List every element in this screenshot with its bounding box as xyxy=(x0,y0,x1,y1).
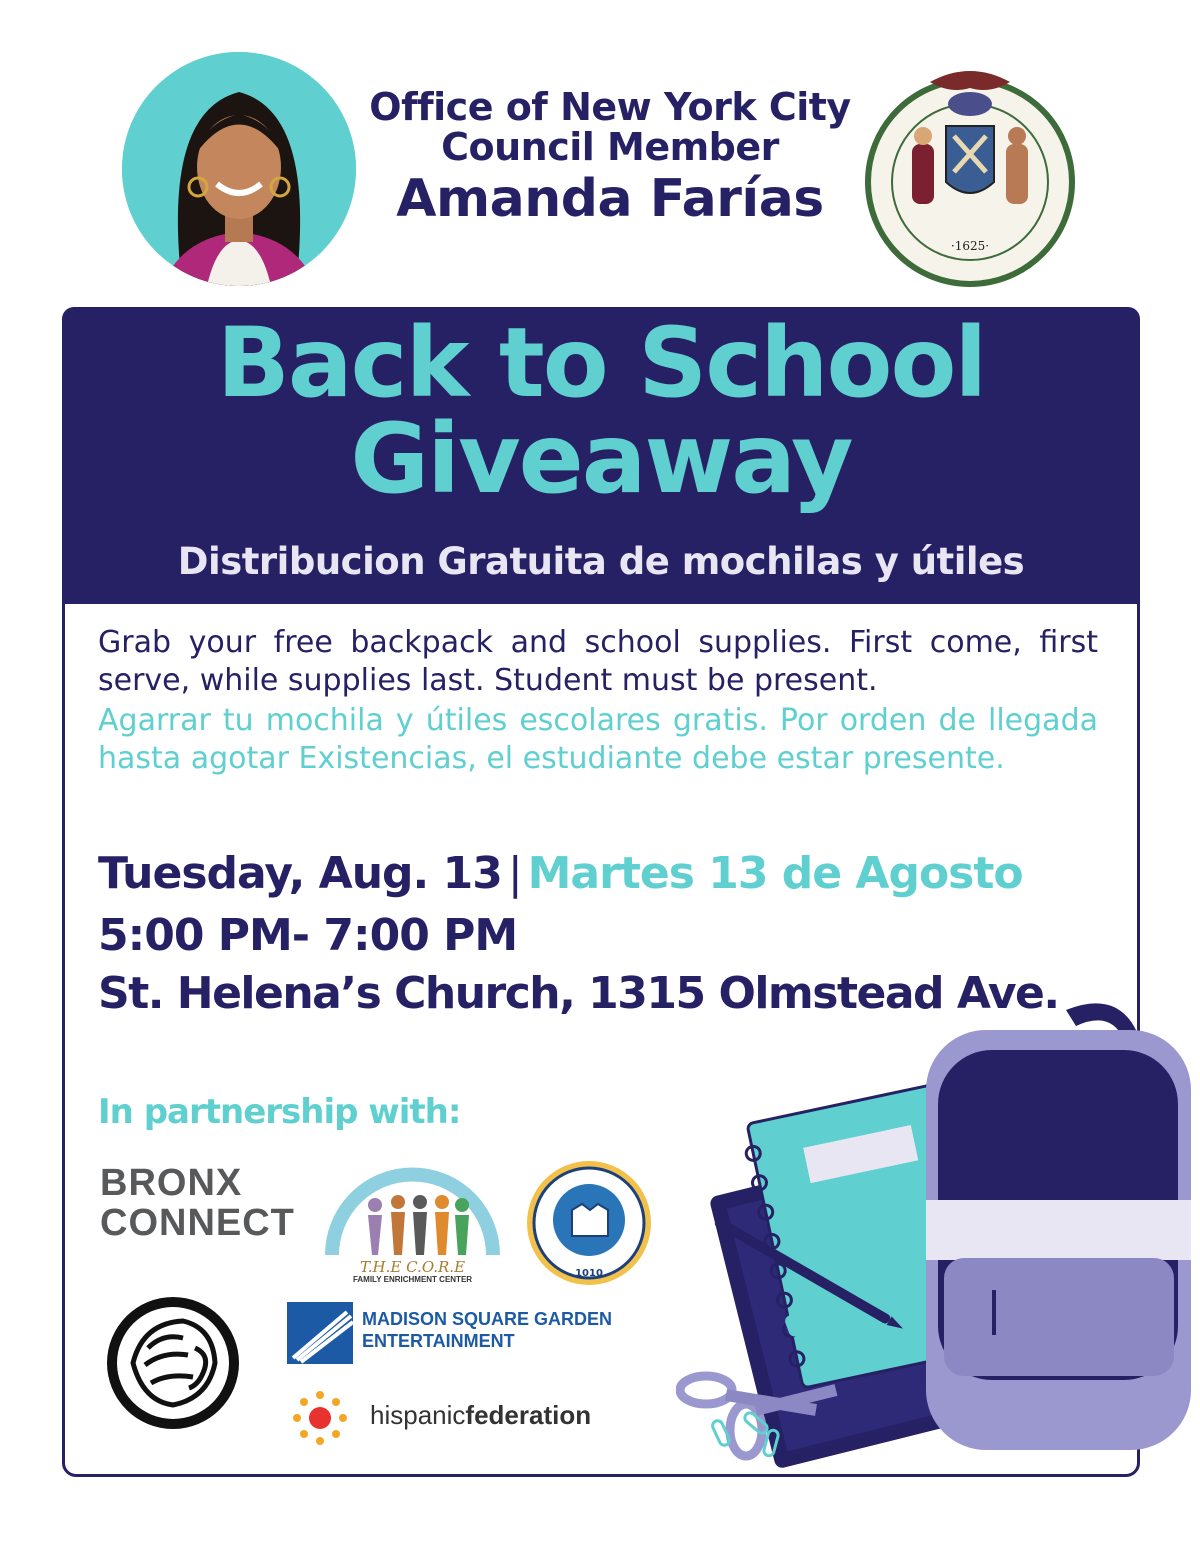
msg-entertainment-text xyxy=(362,1308,612,1352)
event-time: 5:00 PM- 7:00 PM xyxy=(98,910,518,961)
date-spanish: Martes 13 de Agosto xyxy=(527,848,1023,899)
svg-text:1010: 1010 xyxy=(575,1268,603,1279)
msg-line-1: MADISON SQUARE GARDEN xyxy=(362,1309,613,1329)
the-core-name: T.H.E C.O.R.E xyxy=(359,1258,466,1276)
date-separator: | xyxy=(507,848,522,899)
laborers-trust-logo-icon xyxy=(524,1158,654,1288)
office-title xyxy=(360,85,860,229)
partners-label: In partnership with: xyxy=(98,1092,461,1132)
event-venue: St. Helena’s Church, 1315 Olmstead Ave. xyxy=(98,968,1059,1019)
hf-bold: federation xyxy=(465,1400,592,1430)
hispanic-federation-text xyxy=(370,1400,591,1431)
msg-line-2: ENTERTAINMENT xyxy=(362,1331,515,1351)
nyc-seal-icon xyxy=(860,54,1080,294)
school-supplies-illustration xyxy=(676,990,1200,1468)
event-title-line-2: Giveaway xyxy=(350,403,852,515)
council-member-photo xyxy=(122,52,356,286)
office-line-1: Office of New York City xyxy=(369,85,851,129)
the-core-subtitle: FAMILY ENRICHMENT CENTER xyxy=(352,1275,473,1284)
event-title-line-1: Back to School xyxy=(216,307,986,419)
description-spanish: Agarrar tu mochila y útiles escolares gratis. Por orden de llegada hasta agotar Existencias, el estudiante debe estar presente. xyxy=(98,703,1098,776)
office-line-2: Council Member xyxy=(441,124,779,169)
svg-text:·1625·: ·1625· xyxy=(950,239,990,253)
hispanic-federation-logo-icon xyxy=(290,1388,350,1448)
description-english: Grab your free backpack and school supplies. First come, first serve, while supplies last. Student must be present. xyxy=(98,625,1098,698)
backpack-icon xyxy=(926,1003,1191,1450)
event-subtitle: Distribucion Gratuita de mochilas y útiles xyxy=(177,540,1025,583)
bronx-connect-logo xyxy=(100,1164,295,1242)
hf-light: hispanic xyxy=(370,1400,466,1430)
nypl-lion-logo-icon xyxy=(103,1293,243,1433)
event-date xyxy=(98,848,1138,899)
event-title xyxy=(62,307,1140,515)
bronx-connect-line-1: BRONX xyxy=(100,1162,243,1204)
date-english: Tuesday, Aug. 13 xyxy=(98,848,502,899)
council-member-name: Amanda Farías xyxy=(396,168,824,229)
bronx-connect-line-2: CONNECT xyxy=(100,1202,295,1244)
